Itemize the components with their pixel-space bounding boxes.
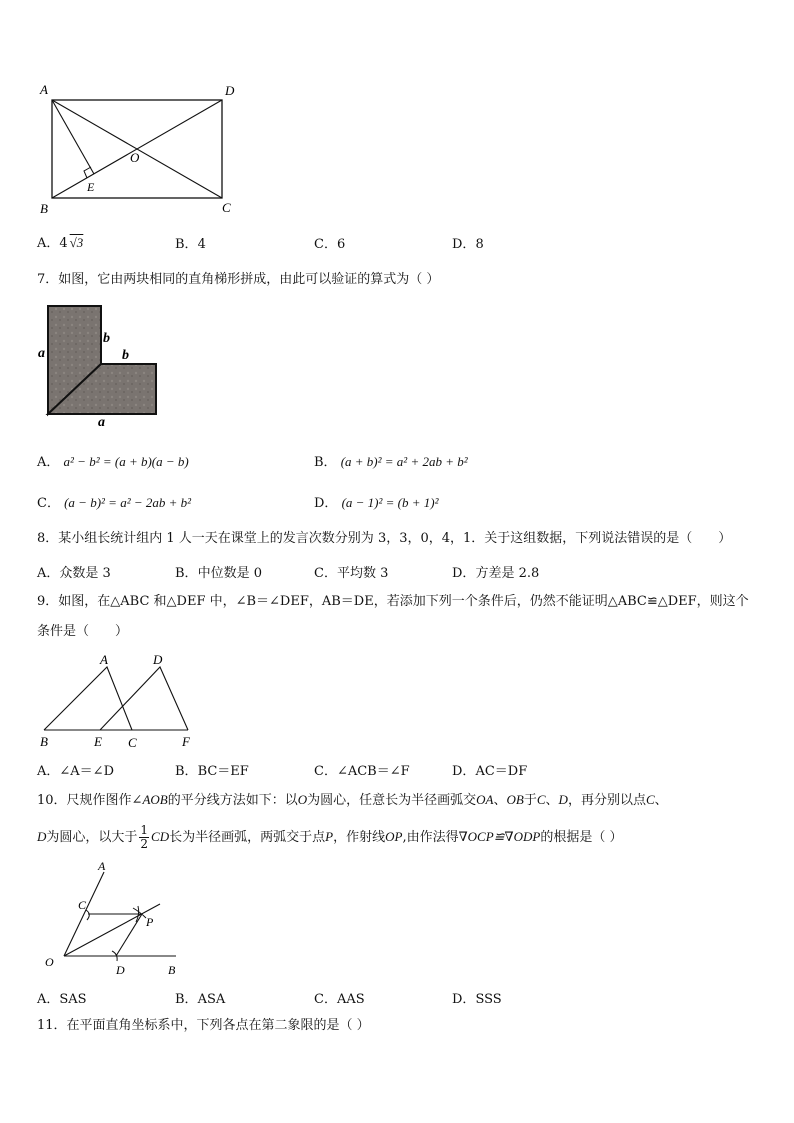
q7-option-d[interactable]: D． (a − 1)² = (b + 1)² — [314, 495, 439, 511]
q7-option-c[interactable]: C． (a − b)² = a² − 2ab + b² — [37, 495, 192, 511]
label-b: B — [40, 734, 48, 749]
q7-option-a[interactable]: A． a² − b² = (a + b)(a − b) — [37, 454, 189, 470]
label-b: B — [40, 201, 48, 216]
q8-option-a[interactable]: A．众数是 3 — [37, 566, 111, 581]
q6-option-a[interactable]: A．4 √3 — [37, 235, 84, 251]
label-c: C — [78, 898, 87, 912]
triangle-def — [100, 667, 188, 730]
q9-option-d[interactable]: D．AC＝DF — [452, 764, 528, 779]
label-o: O — [45, 955, 54, 969]
fraction-half: $\frac{1}{2}$ — [140, 823, 149, 851]
label-b-top: b — [103, 331, 110, 346]
label-a-left: a — [38, 346, 45, 361]
label-d: D — [116, 963, 125, 977]
q10-bisector-figure — [38, 852, 188, 982]
triangle-abc — [44, 667, 132, 730]
q8-option-d[interactable]: D．方差是 2.8 — [452, 566, 540, 581]
perp-ae — [52, 100, 94, 174]
label-o: O — [130, 150, 140, 165]
q9-option-b[interactable]: B．BC＝EF — [175, 764, 249, 779]
q7-trapezoid-figure — [30, 298, 170, 430]
q10-stem-line1: 10．尺规作图作∠AOB的平分线方法如下：以O为圆心，任意长为半径画弧交OA、OB于C、D，再分别以点C、 — [37, 792, 668, 808]
label-a: A — [40, 82, 48, 97]
label-d: D — [225, 83, 235, 98]
q9-stem-line1: 9．如图，在△ABC 和△DEF 中，∠B＝∠DEF，AB＝DE，若添加下列一个条件后，仍然不能证明△ABC≌△DEF，则这个 — [37, 594, 749, 609]
q11-stem: 11．在平面直角坐标系中，下列各点在第二象限的是（ ） — [37, 1018, 370, 1033]
q8-option-b[interactable]: B．中位数是 0 — [175, 566, 262, 581]
q8-stem: 8．某小组长统计组内 1 人一天在课堂上的发言次数分别为 3，3，0，4，1．关于这组数据，下列说法错误的是（ ） — [37, 531, 732, 546]
q8-option-c[interactable]: C．平均数 3 — [314, 566, 389, 581]
q10-option-d[interactable]: D．SSS — [452, 992, 502, 1007]
label-b: B — [168, 963, 176, 977]
q10-option-c[interactable]: C．AAS — [314, 992, 365, 1007]
label-p: P — [146, 915, 154, 929]
arc-c — [86, 910, 89, 920]
q10-stem-line2: D为圆心，以大于 $\frac{1}{2}$ CD长为半径画弧，两弧交于点P，作射线OP,由作法得∇OCP≌∇ODP的根据是（ ） — [37, 823, 623, 851]
q10-option-b[interactable]: B．ASA — [175, 992, 226, 1007]
label-c: C — [222, 200, 231, 215]
q9-option-a[interactable]: A．∠A＝∠D — [37, 764, 114, 779]
label-a: A — [98, 859, 106, 873]
q6-option-b[interactable]: B．4 — [175, 237, 206, 252]
q6-option-d[interactable]: D．8 — [452, 237, 484, 252]
q6-rectangle-figure — [36, 80, 246, 220]
label-d: D — [153, 652, 163, 667]
q7-stem: 7．如图，它由两块相同的直角梯形拼成，由此可以验证的算式为（ ） — [37, 272, 440, 287]
q6-option-c[interactable]: C．6 — [314, 237, 346, 252]
label-b-mid: b — [122, 348, 129, 363]
q7-option-b[interactable]: B． (a + b)² = a² + 2ab + b² — [314, 454, 468, 470]
q9-triangles-figure — [36, 650, 202, 752]
q9-option-c[interactable]: C．∠ACB＝∠F — [314, 764, 410, 779]
q10-option-a[interactable]: A．SAS — [37, 992, 87, 1007]
label-f: F — [182, 734, 190, 749]
label-e: E — [94, 734, 102, 749]
label-c: C — [128, 735, 137, 750]
label-e: E — [87, 180, 95, 194]
q9-stem-line2: 条件是（ ） — [37, 624, 129, 639]
label-a-bottom: a — [98, 415, 105, 430]
label-a: A — [100, 652, 108, 667]
